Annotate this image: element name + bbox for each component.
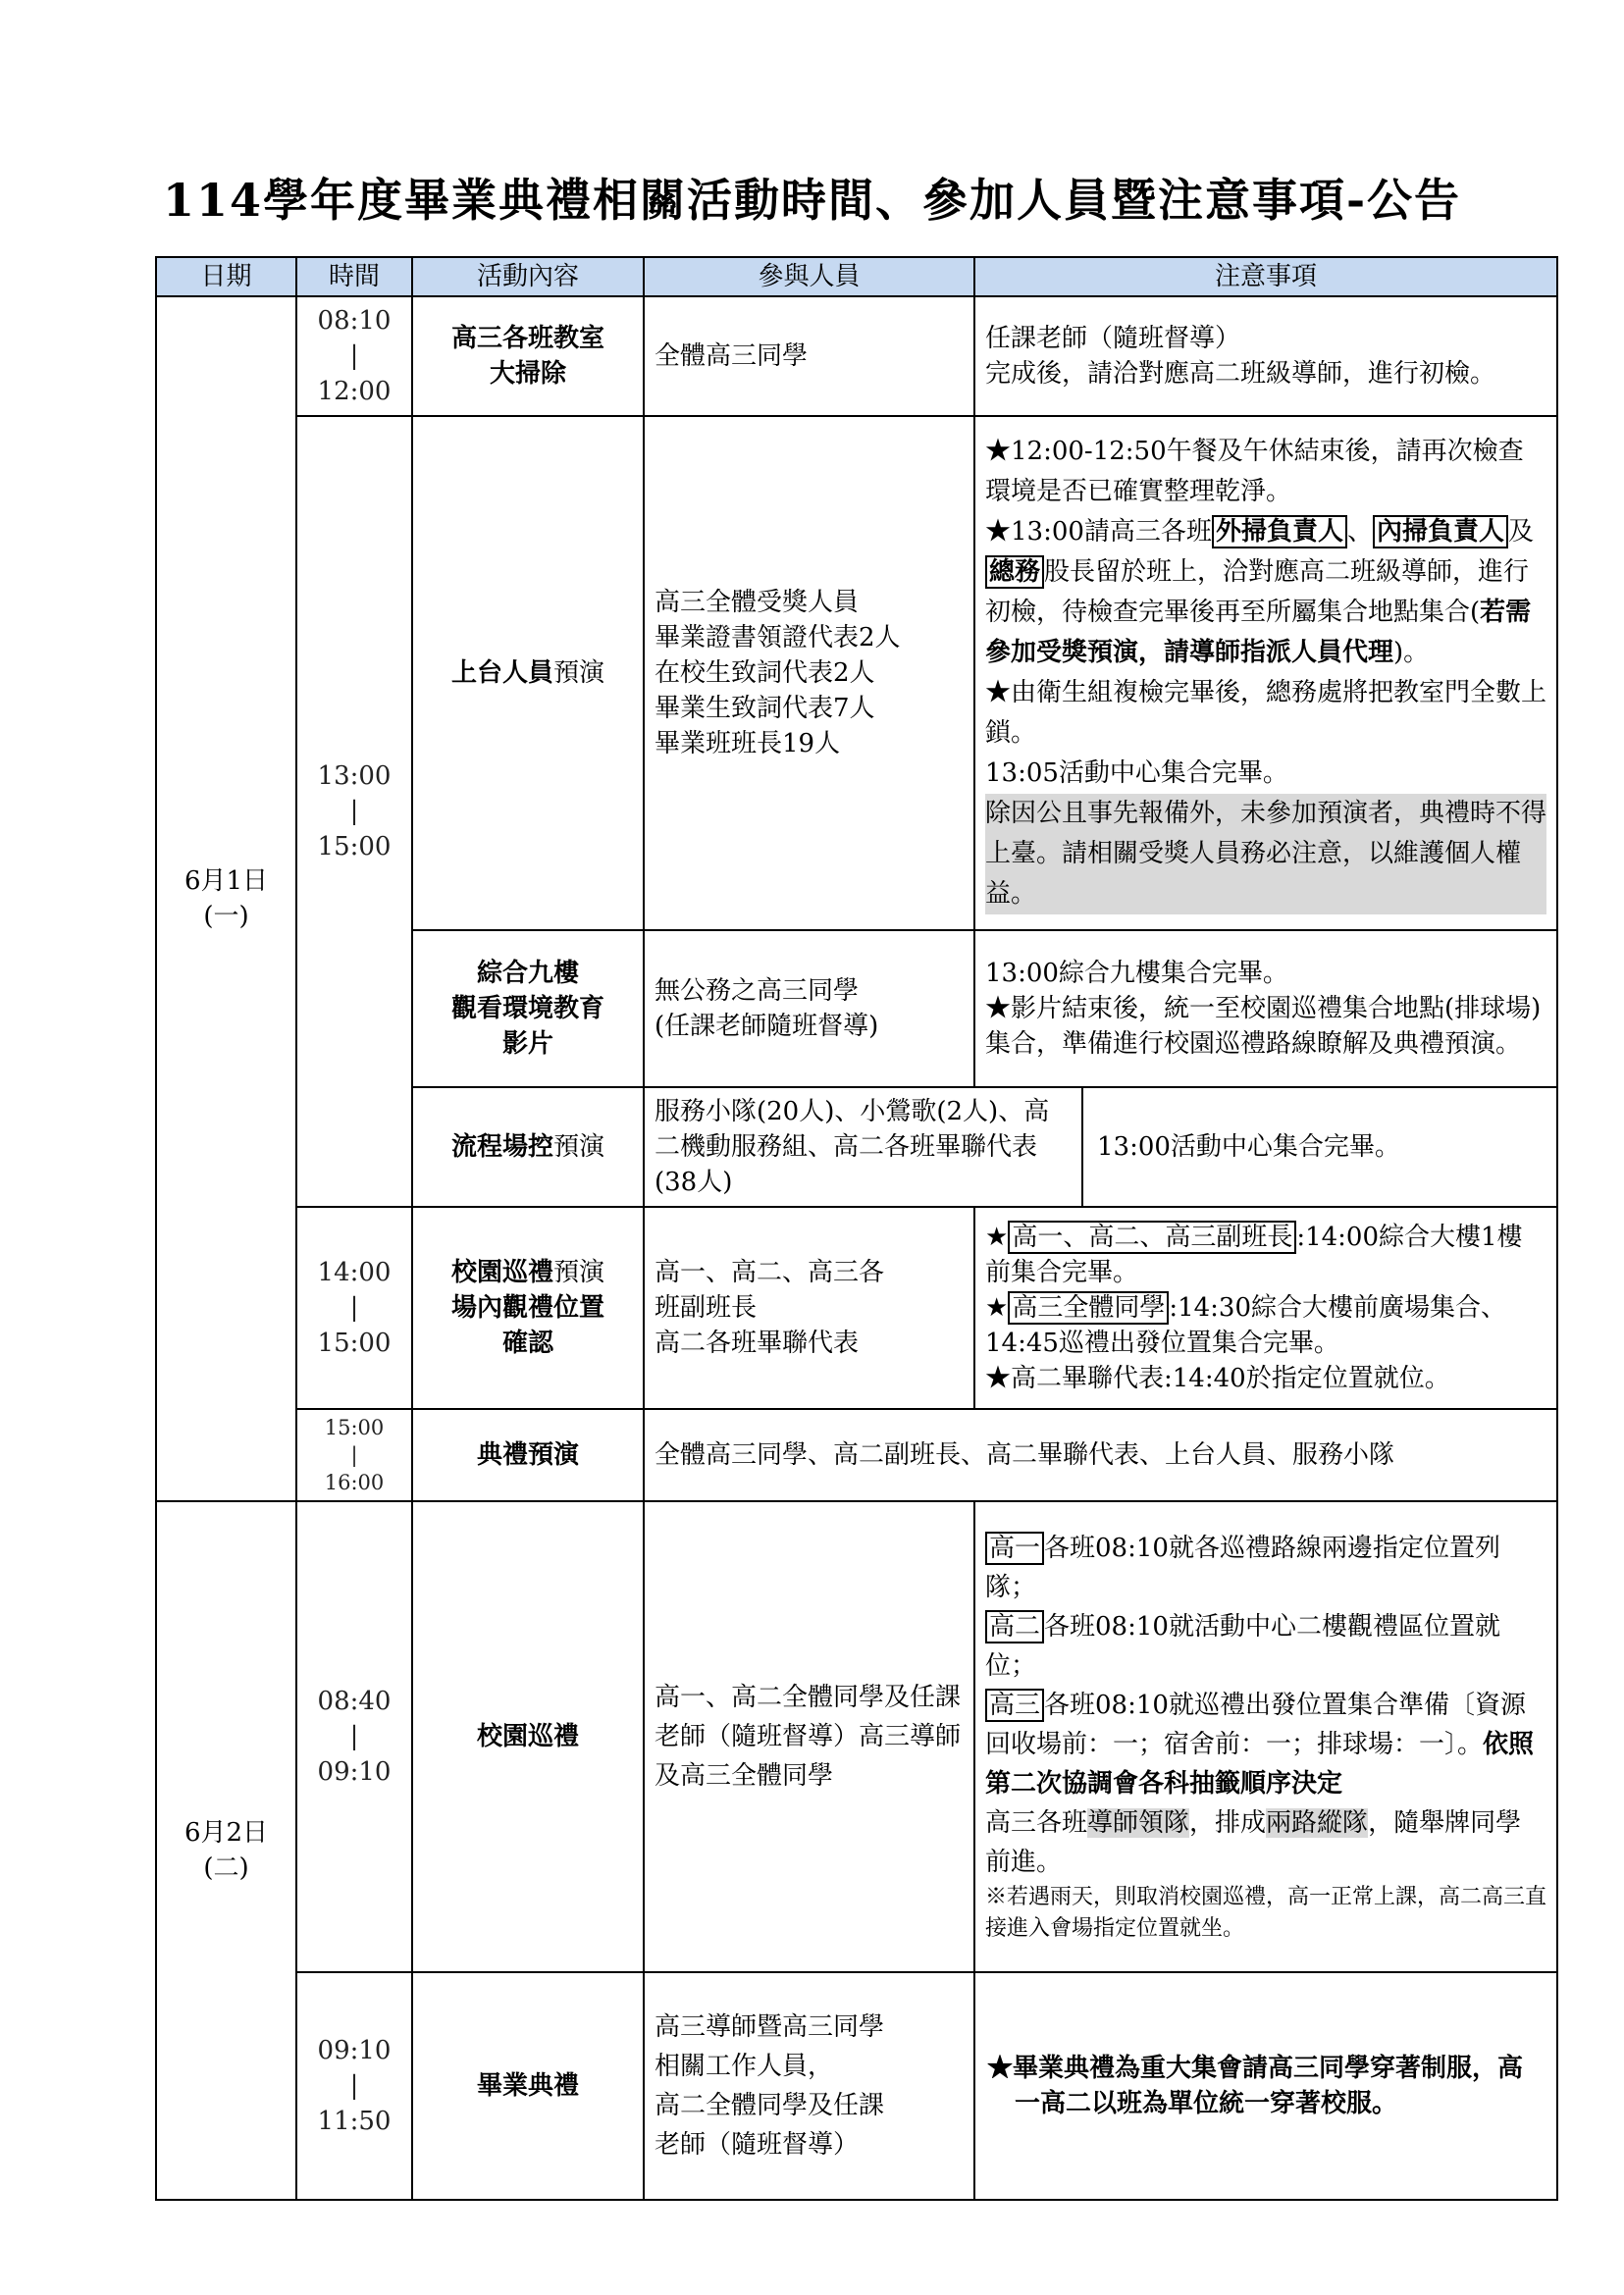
activity-bold: 流程場控 bbox=[450, 1132, 553, 1162]
note-text: 高三各班 bbox=[985, 1808, 1088, 1838]
header-date: 日期 bbox=[156, 257, 296, 296]
participant-line: 老師（隨班督導） bbox=[655, 2130, 860, 2160]
date-cell-day1 bbox=[156, 296, 296, 1501]
highlighted-note: 除因公且事先報備外，未參加預演者，典禮時不得上臺。請相關受獎人員務必注意，以維護個人權益。 bbox=[985, 794, 1546, 914]
table-row bbox=[156, 1972, 1557, 2200]
time-start: 13:00 bbox=[317, 761, 392, 791]
participant-line: 無公務之高三同學 bbox=[655, 976, 860, 1006]
participant-line: 高二各班畢聯代表 bbox=[655, 1329, 860, 1358]
time-separator: | bbox=[350, 1443, 358, 1467]
participants-cell bbox=[644, 930, 974, 1087]
page-title: 114學年度畢業典禮相關活動時間、參加人員暨注意事項-公告 bbox=[162, 174, 1462, 227]
activity-cell bbox=[412, 930, 644, 1087]
weekday-label: (一) bbox=[203, 902, 249, 931]
note-line bbox=[985, 1220, 1546, 1290]
notes-cell bbox=[974, 416, 1557, 930]
activity-cell bbox=[412, 1087, 644, 1207]
participant-line: 高一、高二、高三各 bbox=[655, 1258, 885, 1287]
header-activity: 活動內容 bbox=[412, 257, 644, 296]
note-text: :14:30綜合大樓前廣場集合、14:45巡禮出發位置集合完畢。 bbox=[985, 1293, 1507, 1358]
note-text: 各班08:10就活動中心二樓觀禮區位置就位； bbox=[985, 1612, 1500, 1681]
boxed-role: 高一、高二、高三副班長 bbox=[1008, 1221, 1296, 1254]
note-line bbox=[985, 512, 1546, 673]
date-label: 6月2日 bbox=[183, 1818, 269, 1848]
note-line bbox=[985, 1803, 1546, 1882]
activity-cell bbox=[412, 296, 644, 416]
participant-line: 高三全體受獎人員 bbox=[655, 588, 860, 617]
date-label: 6月1日 bbox=[183, 866, 269, 896]
note-line bbox=[985, 1607, 1546, 1686]
time-start: 08:10 bbox=[317, 306, 392, 336]
note-text: ，隨舉牌同學前進。 bbox=[985, 1808, 1522, 1877]
time-cell bbox=[296, 1409, 412, 1501]
activity-line: 確認 bbox=[501, 1329, 553, 1358]
time-end: 09:10 bbox=[317, 1757, 392, 1787]
boxed-role: 外掃負責人 bbox=[1212, 515, 1347, 548]
boxed-grade: 高三 bbox=[985, 1689, 1044, 1722]
weekday-label: (二) bbox=[203, 1853, 249, 1883]
time-cell bbox=[296, 416, 412, 1207]
participant-line: 在校生致詞代表2人 bbox=[655, 658, 875, 688]
note-line: 13:05活動中心集合完畢。 bbox=[985, 758, 1288, 788]
note-text: 及 bbox=[1507, 517, 1534, 547]
activity-cell: 校園巡禮 bbox=[412, 1501, 644, 1972]
time-cell bbox=[296, 296, 412, 416]
time-cell bbox=[296, 1501, 412, 1972]
boxed-role: 高三全體同學 bbox=[1008, 1291, 1169, 1325]
participants-cell bbox=[644, 1972, 974, 2200]
note-line: ★高二畢聯代表:14:40於指定位置就位。 bbox=[985, 1364, 1450, 1393]
boxed-grade: 高一 bbox=[985, 1532, 1044, 1565]
participant-line: 畢業生致詞代表7人 bbox=[655, 694, 875, 723]
participant-line: 高三導師暨高三同學 bbox=[655, 2012, 885, 2042]
participants-cell: 服務小隊(20人)、小鶯歌(2人)、高二機動服務組、高二各班畢聯代表(38人) bbox=[645, 1088, 1083, 1206]
time-end: 15:00 bbox=[317, 832, 392, 861]
participants-notes-cell bbox=[644, 1087, 1557, 1207]
activity-line: 觀看環境教育 bbox=[450, 994, 604, 1023]
participant-line: 相關工作人員， bbox=[655, 2052, 834, 2081]
time-separator: | bbox=[349, 797, 359, 826]
time-start: 15:00 bbox=[324, 1416, 385, 1439]
participant-line: 高二全體同學及任課 bbox=[655, 2091, 885, 2120]
note-line bbox=[985, 1686, 1546, 1803]
time-start: 09:10 bbox=[317, 2036, 392, 2065]
notes-cell: 13:00活動中心集合完畢。 bbox=[1097, 1132, 1400, 1162]
activity-normal: 預演 bbox=[553, 658, 605, 688]
boxed-role: 內掃負責人 bbox=[1373, 515, 1508, 548]
time-end: 16:00 bbox=[324, 1471, 385, 1494]
note-bold: 若需參加受獎預演，請導師指派人員代理 bbox=[985, 598, 1532, 667]
header-participants: 參與人員 bbox=[644, 257, 974, 296]
participant-line: 畢業證書領證代表2人 bbox=[655, 623, 901, 652]
note-text: 股長留於班上，洽對應高二班級導師，進行初檢，待檢查完畢後再至所屬集合地點集合( bbox=[985, 557, 1530, 627]
note-line: 任課老師（隨班督導） bbox=[985, 324, 1241, 353]
notes-cell bbox=[974, 296, 1557, 416]
activity-line: 綜合九樓 bbox=[476, 959, 579, 988]
time-end: 15:00 bbox=[317, 1329, 392, 1358]
time-cell bbox=[296, 1972, 412, 2200]
activity-cell bbox=[412, 1207, 644, 1409]
date-cell-day2 bbox=[156, 1501, 296, 2200]
table-row bbox=[156, 1409, 1557, 1501]
time-separator: | bbox=[349, 1722, 359, 1751]
note-text: 各班08:10就巡禮出發位置集合準備〔資源回收場前：一；宿舍前：一；排球場：一〕。 bbox=[985, 1691, 1526, 1759]
activity-normal: 預演 bbox=[553, 1132, 605, 1162]
activity-bold: 校園巡禮 bbox=[450, 1258, 553, 1287]
schedule-table bbox=[155, 256, 1558, 2201]
header-notes: 注意事項 bbox=[974, 257, 1557, 296]
activity-line: 影片 bbox=[501, 1029, 553, 1059]
time-separator: | bbox=[349, 1293, 359, 1323]
note-text: 、 bbox=[1346, 517, 1373, 547]
note-bold: 依照第二次協調會各科抽籤順序決定 bbox=[985, 1730, 1535, 1799]
header-row bbox=[156, 257, 1557, 296]
note-text: ★13:00請高三各班 bbox=[985, 517, 1212, 547]
time-separator: | bbox=[349, 341, 359, 371]
star-icon: ★ bbox=[985, 1223, 1009, 1252]
note-line: 完成後，請洽對應高二班級導師，進行初檢。 bbox=[985, 359, 1496, 389]
boxed-grade: 高二 bbox=[985, 1610, 1044, 1643]
table-row bbox=[156, 1207, 1557, 1409]
note-line: ★12:00-12:50午餐及午休結束後，請再次檢查環境是否已確實整理乾淨。 bbox=[985, 437, 1524, 506]
star-icon: ★ bbox=[985, 1293, 1009, 1323]
note-line: ★由衛生組複檢完畢後，總務處將把教室門全數上鎖。 bbox=[985, 678, 1547, 748]
participants-cell bbox=[644, 416, 974, 930]
activity-cell: 典禮預演 bbox=[412, 1409, 644, 1501]
participants-cell bbox=[644, 1207, 974, 1409]
activity-line: 場內觀禮位置 bbox=[450, 1293, 604, 1323]
activity-cell bbox=[412, 416, 644, 930]
time-start: 14:00 bbox=[317, 1258, 392, 1287]
note-line bbox=[985, 1290, 1546, 1361]
participant-line: (任課老師隨班督導) bbox=[655, 1012, 879, 1041]
highlighted-text: 導師領隊 bbox=[1087, 1808, 1190, 1838]
time-end: 12:00 bbox=[317, 377, 392, 406]
time-separator: | bbox=[349, 2071, 359, 2101]
participants-cell: 全體高三同學 bbox=[644, 296, 974, 416]
notes-cell bbox=[974, 1972, 1557, 2200]
note-text: ，排成 bbox=[1189, 1808, 1267, 1838]
time-cell bbox=[296, 1207, 412, 1409]
notes-cell bbox=[974, 930, 1557, 1087]
time-end: 11:50 bbox=[317, 2107, 392, 2136]
notes-cell bbox=[974, 1207, 1557, 1409]
note-text: )。 bbox=[1393, 638, 1430, 667]
activity-line bbox=[423, 1255, 633, 1290]
note-line bbox=[985, 1529, 1546, 1607]
table-row bbox=[156, 416, 1557, 930]
highlighted-text: 兩路縱隊 bbox=[1266, 1808, 1369, 1838]
activity-line: 高三各班教室 bbox=[450, 324, 604, 353]
participant-line: 班副班長 bbox=[655, 1293, 758, 1323]
participants-cell: 全體高三同學、高二副班長、高二畢聯代表、上台人員、服務小隊 bbox=[644, 1409, 1557, 1501]
note-line: ★影片結束後，統一至校園巡禮集合地點(排球場)集合，準備進行校園巡禮路線瞭解及典禮預演。 bbox=[985, 994, 1542, 1059]
time-start: 08:40 bbox=[317, 1687, 392, 1716]
note-line: ★畢業典禮為重大集會請高三同學穿著制服，高一高二以班為單位統一穿著校服。 bbox=[987, 2054, 1524, 2118]
table-row bbox=[156, 1501, 1557, 1972]
boxed-role: 總務 bbox=[985, 555, 1044, 589]
participants-cell: 高一、高二全體同學及任課老師（隨班督導）高三導師及高三全體同學 bbox=[644, 1501, 974, 1972]
activity-normal: 預演 bbox=[553, 1258, 605, 1287]
participant-line: 畢業班班長19人 bbox=[655, 729, 841, 758]
activity-line: 大掃除 bbox=[489, 359, 566, 389]
notes-cell bbox=[974, 1501, 1557, 1972]
note-text: :14:00綜合大樓1樓前集合完畢。 bbox=[985, 1223, 1523, 1287]
note-line: 13:00綜合九樓集合完畢。 bbox=[985, 959, 1288, 988]
activity-bold: 上台人員 bbox=[450, 658, 553, 688]
header-time: 時間 bbox=[296, 257, 412, 296]
note-text: 各班08:10就各巡禮路線兩邊指定位置列隊； bbox=[985, 1534, 1500, 1602]
table-row bbox=[156, 296, 1557, 416]
rain-note: ※若遇雨天，則取消校園巡禮，高一正常上課，高二高三直接進入會場指定位置就坐。 bbox=[985, 1885, 1547, 1941]
activity-cell: 畢業典禮 bbox=[412, 1972, 644, 2200]
